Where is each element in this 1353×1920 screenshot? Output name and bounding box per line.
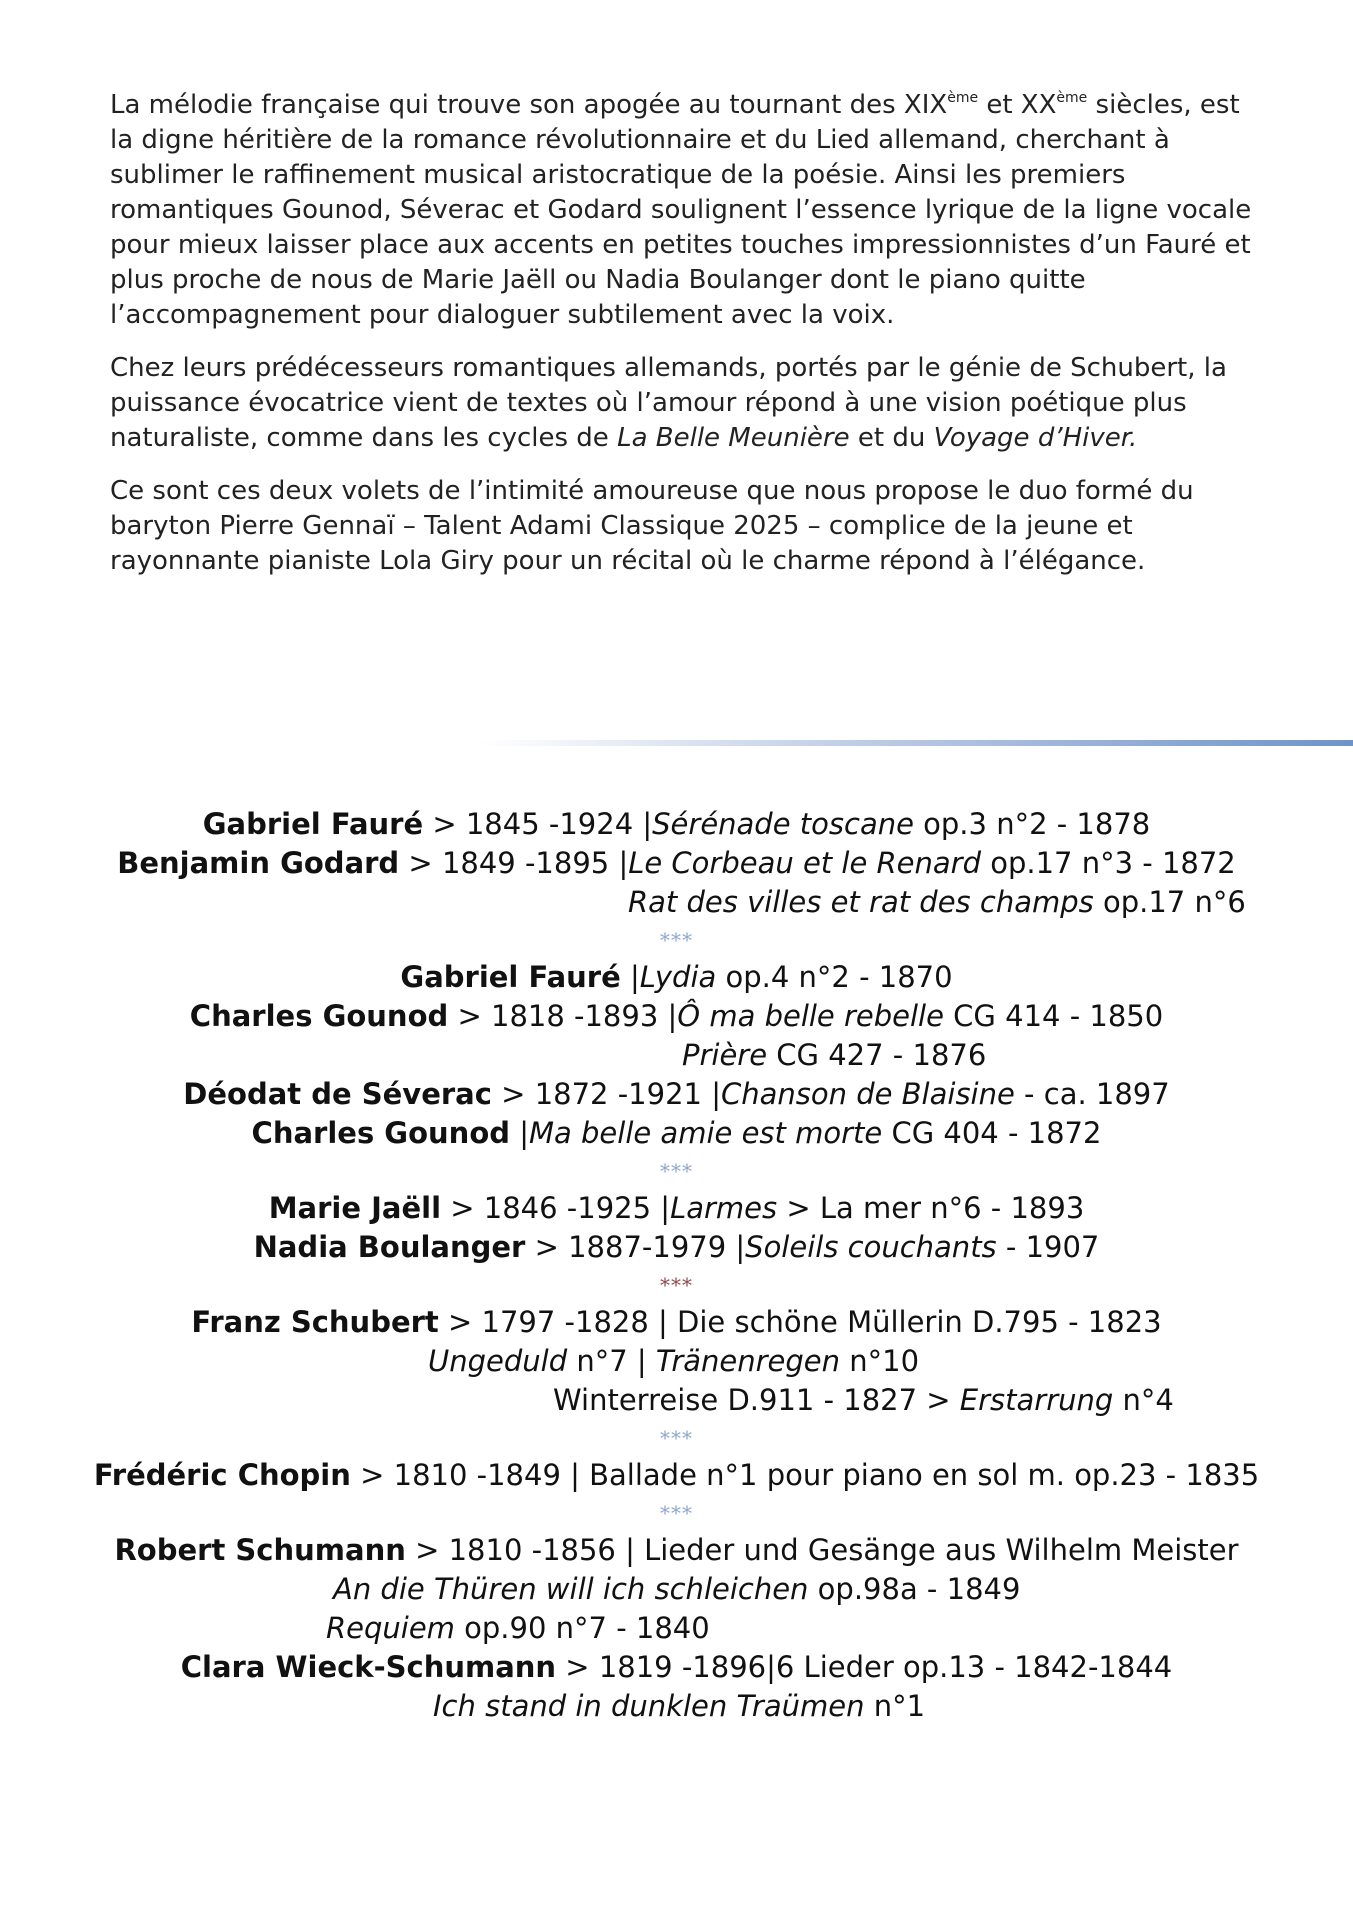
program-line	[0, 805, 1353, 844]
program-line	[0, 1075, 1353, 1114]
intro-p1-text: La mélodie française qui trouve son apogée au tournant des XIX	[110, 90, 948, 120]
composer-name: Gabriel Fauré	[400, 960, 621, 994]
concert-program	[0, 805, 1353, 1726]
work-title: Le Corbeau et le Renard	[628, 846, 981, 880]
intro-p1-text: siècles, est la digne héritière de la romance révolutionnaire et du Lied allemand, cherchant à sublimer le raffinement musical aristocratique de la poésie. Ainsi les premiers romantiques Gounod, Séverac et Godard soulignent l’essence lyrique de la ligne vocale pour mieux laisser place aux accents en petites touches impressionnistes d’un Fauré et plus proche de nous de Marie Jaëll ou Nadia Boulanger dont le piano quitte l’accompagnement pour dialoguer subtilement avec la voix.	[110, 90, 1252, 330]
program-line	[0, 883, 1353, 922]
work-details: op.90 n°7 - 1840	[454, 1611, 710, 1645]
superscript: ème	[1056, 90, 1088, 106]
composer-dates: > 1810 -1856 | Lieder und Gesänge aus Wilhelm Meister	[405, 1533, 1239, 1567]
composer-name: Frédéric Chopin	[93, 1458, 351, 1492]
composer-dates: > 1846 -1925 |	[441, 1191, 671, 1225]
work-details: op.4 n°2 - 1870	[716, 960, 953, 994]
composer-dates: > 1872 -1921 |	[491, 1077, 721, 1111]
intro-p2-text: et du	[849, 423, 934, 453]
program-line	[0, 1456, 1353, 1495]
program-line	[0, 1570, 1353, 1609]
composer-name: Déodat de Séverac	[183, 1077, 492, 1111]
work-details: n°4	[1113, 1383, 1174, 1417]
composer-name: Franz Schubert	[191, 1305, 439, 1339]
composer-name: Marie Jaëll	[268, 1191, 442, 1225]
program-line	[0, 1342, 1353, 1381]
work-title: Prière	[682, 1038, 768, 1072]
composer-dates: > 1810 -1849 | Ballade n°1 pour piano en sol m. op.23 - 1835	[350, 1458, 1260, 1492]
section-separator-stars: ***	[660, 1159, 693, 1183]
composer-dates: |	[620, 960, 640, 994]
work-details: n°7 |	[567, 1344, 656, 1378]
composer-dates: > 1849 -1895 |	[399, 846, 629, 880]
work-details: > La mer n°6 - 1893	[777, 1191, 1085, 1225]
work-details: n°10	[840, 1344, 920, 1378]
composer-name: Charles Gounod	[189, 999, 449, 1033]
work-title: La Belle Meunière	[617, 423, 850, 453]
intro-paragraph-3: Ce sont ces deux volets de l’intimité amoureuse que nous propose le duo formé du baryton Pierre Gennaï – Talent Adami Classique 2025 – complice de la jeune et rayonnante pianiste Lola Giry pour un récital où le charme répond à l’élégance.	[110, 476, 1194, 576]
program-line	[0, 997, 1353, 1036]
program-line	[0, 844, 1353, 883]
superscript: ème	[947, 90, 979, 106]
section-separator-stars: ***	[660, 1273, 693, 1297]
work-details: Winterreise D.911 - 1827 >	[553, 1383, 960, 1417]
composer-dates: > 1797 -1828 | Die schöne Müllerin D.795 - 1823	[438, 1305, 1162, 1339]
work-details: op.17 n°3 - 1872	[981, 846, 1236, 880]
composer-dates: > 1887-1979 |	[525, 1230, 746, 1264]
work-title: An die Thüren will ich schleichen	[333, 1572, 809, 1606]
section-divider	[480, 740, 1353, 746]
intro-paragraph-1	[110, 88, 1260, 333]
program-line	[0, 1531, 1353, 1570]
program-line	[0, 1687, 1353, 1726]
composer-dates: |	[510, 1116, 529, 1150]
work-title: Tränenregen	[655, 1344, 841, 1378]
section-separator-stars: ***	[660, 1426, 693, 1450]
work-title: Larmes	[670, 1191, 778, 1225]
intro-paragraph-2	[110, 351, 1260, 456]
composer-name: Gabriel Fauré	[202, 807, 424, 841]
work-title: Voyage d’Hiver.	[933, 423, 1138, 453]
program-line	[0, 1189, 1353, 1228]
work-title: Lydia	[639, 960, 717, 994]
section-separator-stars: ***	[660, 1501, 693, 1525]
program-line	[0, 1114, 1353, 1153]
work-title: Ich stand in dunklen Traümen	[433, 1689, 865, 1723]
work-details: op.17 n°6	[1093, 885, 1246, 919]
program-line	[0, 1228, 1353, 1267]
composer-dates: > 1845 -1924 |	[423, 807, 653, 841]
work-title: Ungeduld	[428, 1344, 568, 1378]
composer-name: Nadia Boulanger	[253, 1230, 526, 1264]
intro-p2-text: Chez leurs prédécesseurs romantiques allemands, portés par le génie de Schubert, la puissance évocatrice vient de textes où l’amour répond à une vision poétique plus naturaliste, comme dans les cycles de	[110, 353, 1227, 453]
work-details: CG 414 - 1850	[943, 999, 1164, 1033]
composer-name: Robert Schumann	[114, 1533, 406, 1567]
program-line	[0, 1648, 1353, 1687]
work-details: n°1	[864, 1689, 926, 1723]
work-title: Ô ma belle rebelle	[677, 999, 944, 1033]
program-line	[0, 1303, 1353, 1342]
composer-name: Benjamin Godard	[117, 846, 400, 880]
work-details: - ca. 1897	[1014, 1077, 1170, 1111]
work-details: CG 427 - 1876	[767, 1038, 987, 1072]
program-line	[0, 1381, 1353, 1420]
intro-text	[110, 88, 1260, 597]
work-title: Soleils couchants	[745, 1230, 997, 1264]
program-line	[0, 1609, 1353, 1648]
work-details: CG 404 - 1872	[882, 1116, 1102, 1150]
section-separator-stars: ***	[660, 928, 693, 952]
work-title: Chanson de Blaisine	[720, 1077, 1015, 1111]
work-details: - 1907	[996, 1230, 1100, 1264]
work-title: Requiem	[326, 1611, 455, 1645]
composer-dates: > 1818 -1893 |	[448, 999, 678, 1033]
work-title: Ma belle amie est morte	[529, 1116, 883, 1150]
work-details: op.98a - 1849	[808, 1572, 1021, 1606]
work-details: op.3 n°2 - 1878	[913, 807, 1151, 841]
program-line	[0, 958, 1353, 997]
composer-name: Clara Wieck-Schumann	[180, 1650, 557, 1684]
intro-p1-text: et XX	[978, 90, 1057, 120]
work-title: Erstarrung	[959, 1383, 1114, 1417]
composer-name: Charles Gounod	[251, 1116, 510, 1150]
program-line	[0, 1036, 1353, 1075]
work-title: Rat des villes et rat des champs	[628, 885, 1094, 919]
work-title: Sérénade toscane	[652, 807, 914, 841]
composer-dates: > 1819 -1896|6 Lieder op.13 - 1842-1844	[556, 1650, 1173, 1684]
